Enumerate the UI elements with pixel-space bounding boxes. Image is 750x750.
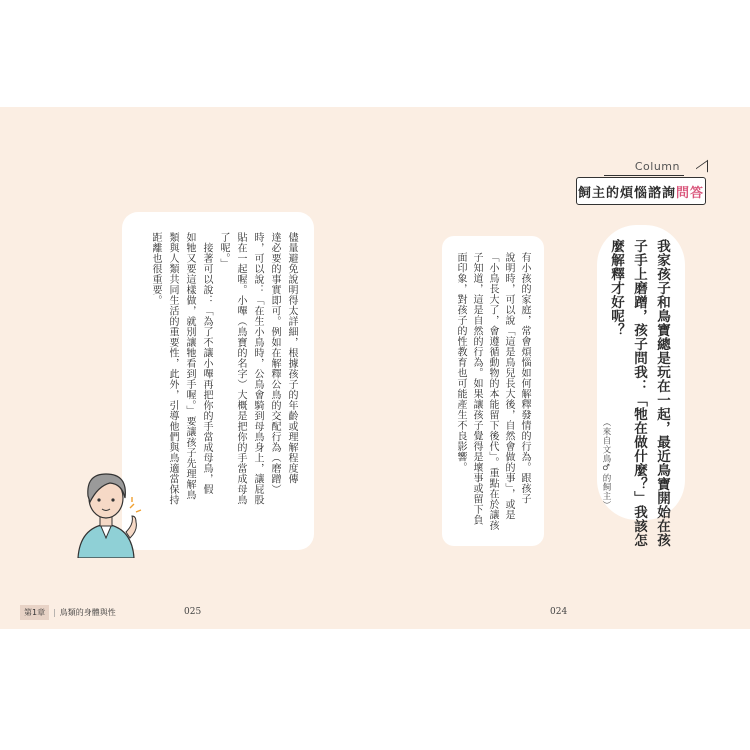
question-text: 我家孩子和鳥寶總是玩在一起，最近鳥寶開始在孩 子手上磨蹭，孩子問我：「牠在做什麼？」我該怎 麼解釋才好呢？ (608, 239, 670, 547)
answer-box-left (122, 212, 314, 550)
question-note: （來自文鳥♂的飼主） (601, 418, 611, 510)
chapter-title: 鳥類的身體與性 (59, 607, 116, 617)
title-rule (604, 175, 684, 176)
column-title-main: 飼主的煩惱諮詢 (577, 185, 676, 201)
chapter-tab (20, 604, 116, 620)
column-title-accent: 問答 (676, 185, 705, 201)
advisor-illustration (70, 458, 142, 558)
page-number-right: 024 (550, 607, 568, 617)
page-number-left: 025 (184, 607, 202, 617)
answer-box-right (442, 236, 544, 546)
chapter-separator: | (53, 607, 56, 617)
column-label: Column (634, 160, 680, 173)
answer-text-right: 有小孩的家庭，常會煩惱如何解釋發情的行為。跟孩子 說明時，可以說「這是鳥兒長大後，自然會做的事」，或是 「小鳥長大了，會遵循動物的本能留下後代」。重點在於讓孩 子知道，這是自然的行為。如果讓孩子覺得是壞事或留下負 面印象，對孩子的性教育也可能產生不良影響。 (455, 252, 530, 531)
column-title (576, 177, 706, 205)
answer-text-left: 儘量避免說明得太詳細，根據孩子的年齡或理解程度傳 達必要的事實即可。例如在解釋公鳥的交配行為（磨蹭） 時，可以說：「在生小鳥時，公鳥會騎到母鳥身上，讓屁股 貼在一起喔。小嗶（鳥寶的名字）大概是把你的手當成母鳥 了呢。」 接著可以說：「為了不讓小嗶再把你的手當成母鳥，假 如牠又要這樣做，就別讓牠看到手喔。」要讓孩子先理解鳥 類與人類共同生活的重要性，此外，引導他們與鳥適當保持 距離也很重要。 (150, 232, 297, 505)
chapter-number: 第1章 (20, 605, 49, 620)
